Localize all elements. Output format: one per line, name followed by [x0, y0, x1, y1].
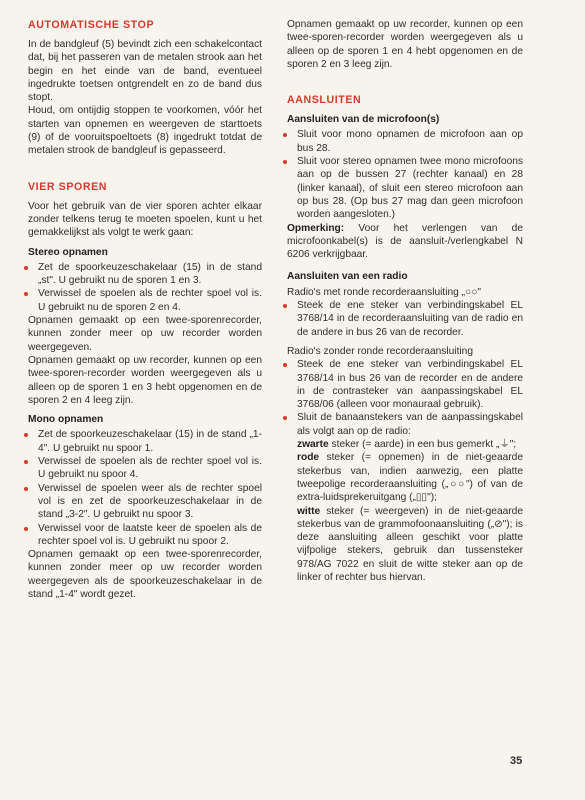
rode-text: steker (= opnemen) in de niet-geaarde stekerbus van, indien aanwezig, een platte tweepolige recorderaansluiting („○○") of van de extra-luidsprekeruitgang („▯▯");: [297, 452, 523, 504]
witte-steker-line: [287, 505, 523, 585]
vier-sporen-heading: VIER SPOREN: [28, 180, 108, 193]
list-item: Steek de ene steker van verbindingskabel EL 3768/14 in bus 26 van de recorder en de andere in de contrasteker van aanpassingskabel EL 3768/06 (alleen voor monauraal gebruik).: [287, 358, 523, 411]
opmerking-text: Voor het verlengen van de microfoonkabel(s) is de aansluit-/verlengkabel N 6206 verkrijgbaar.: [287, 222, 523, 261]
mono-paragraph: Opnamen gemaakt op een twee-sporenrecorder, kunnen zonder meer op uw recorder worden weergegeven als de spoorkeuzeschakelaar in de stand „1-4" wordt gezet.: [28, 549, 262, 600]
radio-paragraph-2: Radio's zonder ronde recorderaansluiting: [287, 345, 473, 357]
mono-list: [28, 428, 262, 548]
microfoon-heading: Aansluiten van de microfoon(s): [287, 114, 440, 126]
vier-sporen-paragraph: Voor het gebruik van de vier sporen achter elkaar zonder telkens terug te moeten spoelen, kunt u het gemakkelijkst als volgt te werk gaan:: [28, 200, 262, 239]
radio-paragraph: Radio's met ronde recorderaansluiting „○○": [287, 286, 481, 298]
witte-label: witte: [297, 505, 321, 517]
auto-stop-heading: AUTOMATISCHE STOP: [28, 19, 155, 31]
auto-stop-paragraph: In de bandgleuf (5) bevindt zich een schakelcontact dat, bij het passeren van de metalen strook aan het begin en het einde van de band, eventueel ingedrukte toetsen ontgrendelt en zo de band dus stopt.: [28, 39, 262, 104]
left-column: [28, 18, 262, 601]
zwarte-label: zwarte: [297, 439, 329, 451]
list-item: Sluit de banaanstekers van de aanpassingskabel als volgt aan op de radio:: [287, 411, 523, 438]
radio-list: [287, 299, 523, 339]
mono-heading: Mono opnamen: [28, 414, 104, 426]
rode-label: rode: [297, 452, 320, 464]
right-column: [287, 18, 523, 584]
opmerking-paragraph: [287, 222, 523, 262]
stereo-heading: Stereo opnamen: [28, 246, 108, 258]
stereo-paragraph: Opnamen gemaakt op een twee-sporenrecorder, kunnen zonder meer op uw recorder worden weergegeven.: [28, 315, 262, 353]
list-item: Verwissel voor de laatste keer de spoelen als de rechter spoel vol is. U gebruikt nu spoor 2.: [28, 522, 262, 549]
page-number: 35: [510, 755, 523, 767]
stereo-list: [28, 261, 262, 314]
list-item: Verwissel de spoelen als de rechter spoel vol is. U gebruikt nu de sporen 2 en 4.: [28, 287, 262, 314]
list-item: Steek de ene steker van verbindingskabel EL 3768/14 in de recorderaansluiting van de radio en de andere in bus 26 van de recorder.: [287, 299, 523, 339]
list-item: Sluit voor mono opnamen de microfoon aan op bus 28.: [287, 128, 523, 155]
aansluiten-heading: AANSLUITEN: [287, 94, 362, 107]
list-item: Zet de spoorkeuzeschakelaar (15) in de stand „1-4". U gebruikt nu spoor 1.: [28, 428, 262, 455]
microfoon-list: [287, 128, 523, 221]
list-item: Zet de spoorkeuzeschakelaar (15) in de stand „st". U gebruikt nu de sporen 1 en 3.: [28, 261, 262, 288]
list-item: Sluit voor stereo opnamen twee mono microfoons aan op de bussen 27 (rechter kanaal) en 28 (linker kanaal), of sluit een stereo microfoon aan op bus 28. (Op bus 27 mag dan geen microfoon worden aangesloten.): [287, 155, 523, 221]
intro-paragraph: Opnamen gemaakt op uw recorder, kunnen op een twee-sporen-recorder worden weergegeven als u alleen op de sporen 1 en 4 hebt opgenomen en de sporen 2 en 3 leeg zijn.: [287, 19, 523, 70]
radio-list-2: [287, 358, 523, 438]
list-item: Verwissel de spoelen weer als de rechter spoel vol is en zet de spoorkeuzeschakelaar in de stand „3-2". U gebruikt nu spoor 3.: [28, 482, 262, 522]
stereo-paragraph-2: Opnamen gemaakt op uw recorder, kunnen op een twee-sporen-recorder worden weergegeven als u alleen op de sporen 1 en 3 hebt opgenomen en de sporen 2 en 4 leeg zijn.: [28, 354, 262, 406]
radio-heading: Aansluiten van een radio: [287, 271, 408, 283]
auto-stop-paragraph-2: Houd, om ontijdig stoppen te voorkomen, vóór het starten van opnemen en weergeven de starttoets (9) of de vooruitspoeltoets (8) ingedrukt totdat de metalen strook de bandgleuf is gepasseerd.: [28, 105, 262, 157]
list-item: Verwissel de spoelen als de rechter spoel vol is. U gebruikt nu spoor 4.: [28, 455, 262, 482]
zwarte-text: steker (= aarde) in een bus gemerkt „⏚";: [328, 439, 517, 451]
rode-steker-line: [287, 451, 523, 504]
zwarte-steker-line: [287, 438, 523, 451]
opmerking-label: Opmerking:: [287, 222, 345, 234]
witte-text: steker (= weergeven) in de niet-geaarde stekerbus van de grammofoonaansluiting („⊘"); is deze aansluiting alleen geschikt voor platte vijfpolige stekers, gebruik dan tussensteker 978/AG 7022 en sluit de witte steker aan op de linker of rechter bus hiervan.: [297, 505, 523, 583]
